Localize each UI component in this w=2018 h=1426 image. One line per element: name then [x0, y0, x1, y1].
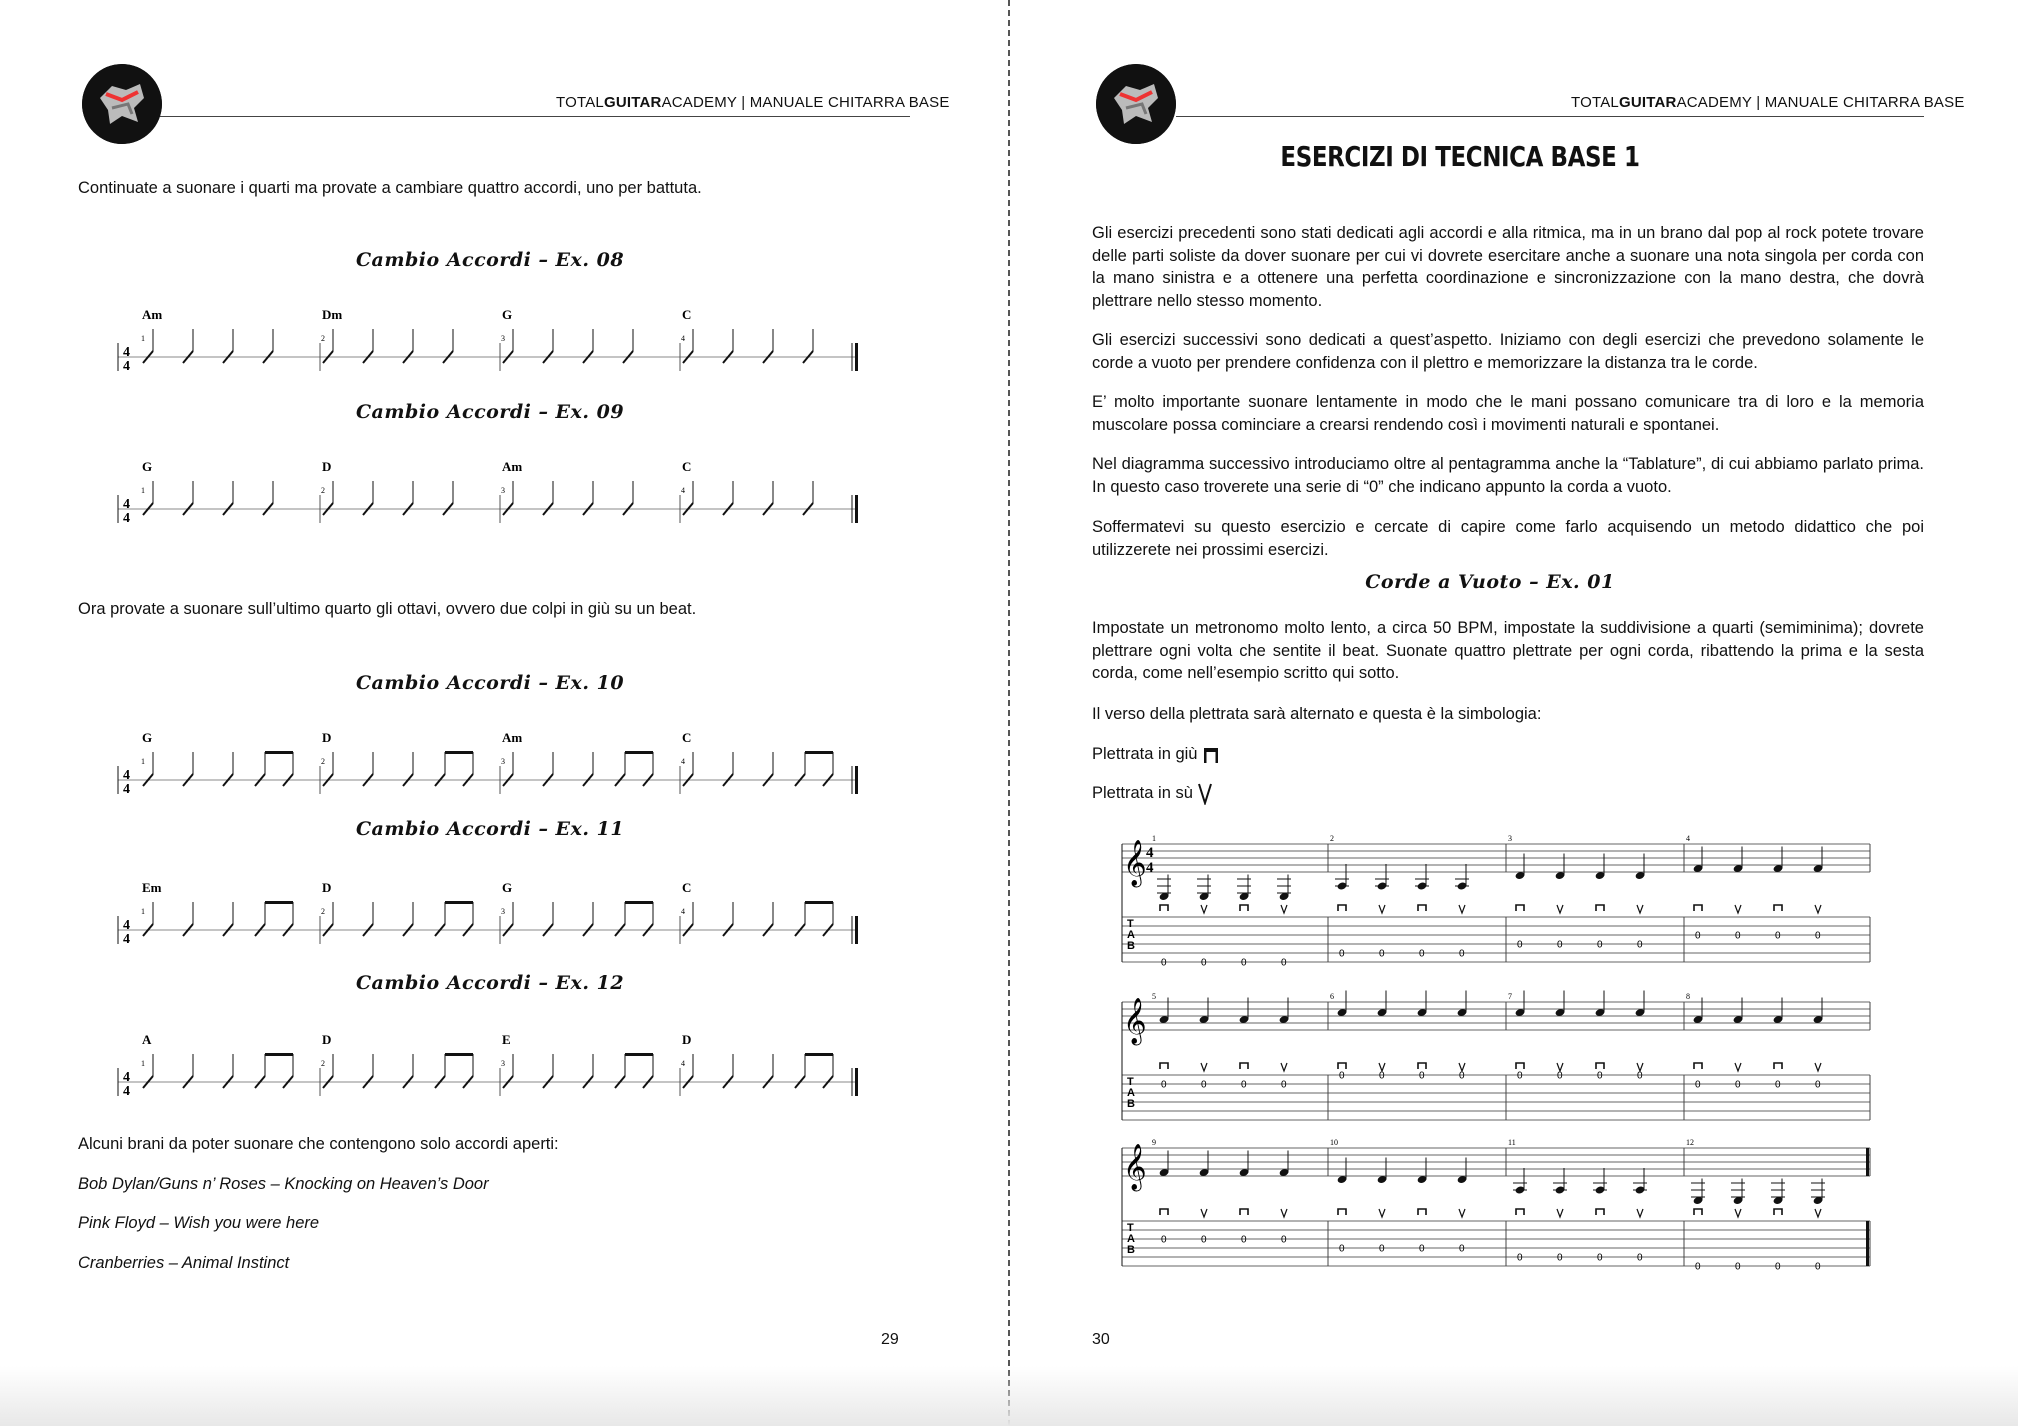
measure-number: 2 — [321, 757, 325, 766]
tab-fret: 0 — [1735, 930, 1741, 942]
tab-fret: 0 — [1379, 948, 1385, 960]
eighth-beam — [445, 1053, 473, 1056]
tab-fret: 0 — [1161, 1234, 1167, 1246]
tab-fret: 0 — [1775, 1261, 1781, 1273]
exercise-title-12: Cambio Accordi – Ex. 12 — [355, 972, 625, 994]
metronome-paragraph: Impostate un metronomo molto lento, a circa 50 BPM, impostate la suddivisione a quarti (semiminima); dovrete plettrare ogni volta che sentite il beat. Suonate quattro plettrate per ogni corda, ribattendo la prima e la sesta corda, come nell’esempio scritto qui sotto. — [1092, 619, 1924, 682]
time-signature-top: 4 — [1146, 845, 1154, 861]
upstroke-icon — [1379, 905, 1385, 913]
chord-name: D — [322, 880, 332, 895]
bottom-shadow — [0, 1366, 2018, 1426]
time-signature-bottom: 4 — [123, 1084, 130, 1099]
measure-number: 2 — [321, 907, 325, 916]
tab-fret: 0 — [1815, 1261, 1821, 1273]
tab-fret: 0 — [1201, 1234, 1207, 1246]
tab-fret: 0 — [1379, 1070, 1385, 1082]
upstroke-icon — [1637, 1209, 1643, 1217]
measure-number: 4 — [681, 486, 685, 495]
measure-number: 3 — [501, 1059, 505, 1068]
tab-fret: 0 — [1201, 957, 1207, 969]
measure-number: 5 — [1152, 992, 1156, 1001]
measure-number: 2 — [1330, 834, 1334, 843]
tab-letter: B — [1127, 1244, 1135, 1256]
tab-fret: 0 — [1517, 939, 1523, 951]
measure-number: 1 — [141, 907, 145, 916]
measure-number: 11 — [1508, 1138, 1516, 1147]
measure-number: 6 — [1330, 992, 1334, 1001]
header-separator: | — [1751, 94, 1765, 111]
tab-fret: 0 — [1459, 1243, 1465, 1255]
left-page — [0, 0, 1000, 1426]
downstroke-icon — [1774, 1209, 1782, 1215]
tab-fret: 0 — [1557, 1252, 1563, 1264]
eighth-beam — [625, 751, 653, 754]
rhythm-stave-11 — [110, 878, 870, 948]
tab-fret: 0 — [1161, 957, 1167, 969]
tab-letter: T — [1127, 1222, 1134, 1234]
chord-name: Am — [502, 730, 523, 745]
downstroke-icon — [1418, 1063, 1426, 1069]
chord-name: G — [142, 459, 153, 474]
manual-title: MANUALE CHITARRA BASE — [749, 94, 950, 111]
tab-letter: T — [1127, 918, 1134, 930]
eighth-beam — [805, 1053, 833, 1056]
upstroke-icon — [1281, 1209, 1287, 1217]
tab-fret: 0 — [1161, 1079, 1167, 1091]
upstroke-icon — [1735, 1063, 1741, 1071]
time-signature-bottom: 4 — [1146, 860, 1154, 876]
tab-fret: 0 — [1241, 1234, 1247, 1246]
tab-fret: 0 — [1459, 1070, 1465, 1082]
measure-number: 2 — [321, 334, 325, 343]
eighths-text: Ora provate a suonare sull’ultimo quarto gli ottavi, ovvero due colpi in giù su un beat. — [78, 600, 697, 618]
chord-name: G — [502, 880, 513, 895]
tab-fret: 0 — [1775, 930, 1781, 942]
end-bar-thick — [855, 766, 858, 794]
time-signature-top: 4 — [123, 1070, 130, 1085]
right-page — [1010, 0, 2010, 1426]
intro-text: Continuate a suonare i quarti ma provate a cambiare quattro accordi, uno per battuta. — [78, 179, 702, 197]
downstroke-icon — [1516, 1063, 1524, 1069]
chord-name: D — [322, 459, 332, 474]
brand-prefix: TOTAL — [556, 94, 604, 111]
eighth-beam — [625, 1053, 653, 1056]
final-bar — [1866, 1148, 1869, 1176]
chord-name: D — [682, 1032, 692, 1047]
verse-text: Il verso della plettrata sarà alternato e questa è la simbologia: — [1092, 705, 1542, 723]
downstroke-icon — [1694, 1209, 1702, 1215]
time-signature-bottom: 4 — [123, 511, 130, 526]
tab-letter: A — [1127, 1087, 1135, 1099]
tab-fret: 0 — [1735, 1261, 1741, 1273]
upstroke-icon — [1735, 1209, 1741, 1217]
measure-number: 4 — [681, 907, 685, 916]
page-header — [556, 94, 950, 111]
upstroke-icon — [1459, 1209, 1465, 1217]
tab-fret: 0 — [1339, 948, 1345, 960]
tab-fret: 0 — [1637, 1070, 1643, 1082]
end-bar-thick — [855, 1068, 858, 1096]
downstroke-icon — [1338, 905, 1346, 911]
chord-name: A — [142, 1032, 152, 1047]
tab-fret: 0 — [1281, 1234, 1287, 1246]
upstroke-icon — [1637, 905, 1643, 913]
upstroke-icon — [1557, 1209, 1563, 1217]
chord-name: E — [502, 1032, 511, 1047]
downstroke-icon — [1516, 905, 1524, 911]
downstroke-icon — [1160, 1063, 1168, 1069]
downstroke-label: Plettrata in giù — [1092, 745, 1198, 763]
downstroke-icon — [1418, 905, 1426, 911]
eighth-beam — [805, 751, 833, 754]
rhythm-stave-09 — [110, 457, 870, 527]
downstroke-legend — [1092, 743, 1220, 766]
tab-letter: A — [1127, 1233, 1135, 1245]
upstroke-icon — [1197, 783, 1213, 805]
upstroke-icon — [1735, 905, 1741, 913]
chord-name: C — [682, 307, 692, 322]
rhythm-stave-08 — [110, 305, 870, 375]
tab-fret: 0 — [1459, 948, 1465, 960]
downstroke-icon — [1694, 905, 1702, 911]
measure-number: 1 — [141, 1059, 145, 1068]
tab-fret: 0 — [1637, 1252, 1643, 1264]
tab-fret: 0 — [1695, 1079, 1701, 1091]
measure-number: 3 — [501, 334, 505, 343]
time-signature-bottom: 4 — [123, 359, 130, 374]
tab-letter: A — [1127, 929, 1135, 941]
chord-name: Dm — [322, 307, 343, 322]
treble-clef: 𝄞 — [1123, 998, 1147, 1044]
tab-fret: 0 — [1695, 1261, 1701, 1273]
upstroke-icon — [1557, 905, 1563, 913]
measure-number: 8 — [1686, 992, 1690, 1001]
downstroke-icon — [1160, 1209, 1168, 1215]
measure-number: 4 — [681, 1059, 685, 1068]
exercise-title-09: Cambio Accordi – Ex. 09 — [355, 401, 625, 423]
tab-fret: 0 — [1735, 1079, 1741, 1091]
upstroke-icon — [1201, 1063, 1207, 1071]
page-number: 30 — [1092, 1331, 1110, 1348]
body-paragraph: Gli esercizi precedenti sono stati dedicati agli accordi e alla ritmica, ma in un brano dal pop al rock potete trovare delle parti soliste da dover suonare per cui vi dovrete esercitare anche a suonare una nota singola per corda con la mano sinistra e a ottenere una perfetta coordinazione e sincronizzazione con la mano destra, che dovrà plettrare nello stesso momento. — [1092, 224, 1924, 310]
downstroke-icon — [1338, 1209, 1346, 1215]
measure-number: 10 — [1330, 1138, 1338, 1147]
tab-fret: 0 — [1815, 930, 1821, 942]
tab-fret: 0 — [1241, 957, 1247, 969]
downstroke-icon — [1774, 1063, 1782, 1069]
measure-number: 3 — [501, 757, 505, 766]
song-item: Cranberries – Animal Instinct — [78, 1254, 290, 1272]
page-number: 29 — [881, 1331, 899, 1348]
song-item: Pink Floyd – Wish you were here — [78, 1214, 320, 1232]
upstroke-icon — [1815, 1209, 1821, 1217]
time-signature-top: 4 — [123, 345, 130, 360]
tab-fret: 0 — [1695, 930, 1701, 942]
eighth-beam — [265, 1053, 293, 1056]
tab-letter: B — [1127, 1098, 1135, 1110]
tab-fret: 0 — [1281, 957, 1287, 969]
upstroke-icon — [1459, 905, 1465, 913]
measure-number: 3 — [1508, 834, 1512, 843]
downstroke-icon — [1240, 1209, 1248, 1215]
brand-prefix: TOTAL — [1571, 94, 1619, 111]
chord-name: D — [322, 730, 332, 745]
tab-fret: 0 — [1419, 1070, 1425, 1082]
exercise-title-10: Cambio Accordi – Ex. 10 — [355, 672, 625, 694]
upstroke-icon — [1815, 1063, 1821, 1071]
measure-number: 12 — [1686, 1138, 1694, 1147]
end-bar-thick — [855, 343, 858, 371]
downstroke-icon — [1160, 905, 1168, 911]
tab-fret: 0 — [1775, 1079, 1781, 1091]
tab-fret: 0 — [1815, 1079, 1821, 1091]
header-rule — [160, 116, 910, 117]
chord-name: G — [142, 730, 153, 745]
measure-number: 1 — [141, 334, 145, 343]
tab-fret: 0 — [1281, 1079, 1287, 1091]
section-title: ESERCIZI DI TECNICA BASE 1 — [1280, 140, 1640, 173]
tab-system-3 — [1120, 1136, 1900, 1271]
tab-letter: B — [1127, 940, 1135, 952]
brand-bold: GUITAR — [1618, 94, 1677, 111]
song-item: Bob Dylan/Guns n’ Roses – Knocking on Heaven’s Door — [78, 1175, 489, 1193]
tab-fret: 0 — [1419, 948, 1425, 960]
treble-clef: 𝄞 — [1123, 840, 1147, 886]
tab-fret: 0 — [1517, 1070, 1523, 1082]
upstroke-icon — [1201, 905, 1207, 913]
tab-fret: 0 — [1597, 939, 1603, 951]
measure-number: 7 — [1508, 992, 1512, 1001]
upstroke-icon — [1379, 1209, 1385, 1217]
tab-fret: 0 — [1419, 1243, 1425, 1255]
exercise-title: Corde a Vuoto – Ex. 01 — [1365, 571, 1615, 593]
header-separator: | — [736, 94, 750, 111]
brand-suffix: ACADEMY — [1676, 94, 1752, 111]
eighth-beam — [265, 901, 293, 904]
measure-number: 4 — [681, 757, 685, 766]
manual-title: MANUALE CHITARRA BASE — [1764, 94, 1965, 111]
eighth-beam — [625, 901, 653, 904]
rhythm-stave-10 — [110, 728, 870, 798]
upstroke-legend — [1092, 782, 1213, 805]
eighth-beam — [445, 751, 473, 754]
rhythm-stave-12 — [110, 1030, 870, 1100]
downstroke-icon — [1202, 745, 1220, 765]
upstroke-icon — [1201, 1209, 1207, 1217]
measure-number: 1 — [141, 757, 145, 766]
chord-name: G — [502, 307, 513, 322]
upstroke-icon — [1815, 905, 1821, 913]
chord-name: C — [682, 459, 692, 474]
chord-name: Am — [502, 459, 523, 474]
tab-system-1 — [1120, 832, 1900, 967]
body-paragraph: Gli esercizi successivi sono dedicati a quest’aspetto. Iniziamo con degli esercizi che prevedono solamente le corde a vuoto per prendere confidenza con il plettro e memorizzare la distanza tra le corde. — [1092, 331, 1924, 372]
body-paragraph: Nel diagramma successivo introduciamo oltre al pentagramma anche la “Tablature”, di cui abbiamo parlato prima. In questo caso troverete una serie di “0” che indicano appunto la corda a vuoto. — [1092, 455, 1924, 496]
tab-fret: 0 — [1637, 939, 1643, 951]
academy-logo — [82, 64, 162, 144]
tab-fret: 0 — [1517, 1252, 1523, 1264]
tab-fret: 0 — [1339, 1243, 1345, 1255]
upstroke-icon — [1281, 1063, 1287, 1071]
body-paragraph: E’ molto importante suonare lentamente in modo che le mani possano comunicare tra di loro e la memoria muscolare possa cominciare a crearsi rendendo così i movimenti naturali e spontanei. — [1092, 393, 1924, 434]
brand-bold: GUITAR — [603, 94, 662, 111]
downstroke-icon — [1774, 905, 1782, 911]
downstroke-icon — [1240, 905, 1248, 911]
downstroke-icon — [1338, 1063, 1346, 1069]
measure-number: 3 — [501, 486, 505, 495]
downstroke-icon — [1694, 1063, 1702, 1069]
treble-clef: 𝄞 — [1123, 1144, 1147, 1190]
tab-final-bar — [1866, 1221, 1869, 1266]
measure-number: 4 — [1686, 834, 1690, 843]
page-header — [1571, 94, 1965, 111]
tab-fret: 0 — [1241, 1079, 1247, 1091]
chord-name: C — [682, 880, 692, 895]
upstroke-icon — [1281, 905, 1287, 913]
time-signature-top: 4 — [123, 768, 130, 783]
time-signature-top: 4 — [123, 497, 130, 512]
measure-number: 1 — [1152, 834, 1156, 843]
songs-intro: Alcuni brani da poter suonare che contengono solo accordi aperti: — [78, 1135, 559, 1153]
downstroke-icon — [1240, 1063, 1248, 1069]
academy-logo — [1096, 64, 1176, 144]
eighth-beam — [805, 901, 833, 904]
upstroke-label: Plettrata in sù — [1092, 784, 1193, 802]
chord-name: D — [322, 1032, 332, 1047]
measure-number: 3 — [501, 907, 505, 916]
chord-name: C — [682, 730, 692, 745]
tab-fret: 0 — [1379, 1243, 1385, 1255]
time-signature-bottom: 4 — [123, 932, 130, 947]
tab-fret: 0 — [1339, 1070, 1345, 1082]
tab-fret: 0 — [1557, 939, 1563, 951]
downstroke-icon — [1516, 1209, 1524, 1215]
chord-name: Am — [142, 307, 163, 322]
measure-number: 2 — [321, 486, 325, 495]
tab-fret: 0 — [1597, 1070, 1603, 1082]
time-signature-bottom: 4 — [123, 782, 130, 797]
exercise-title-11: Cambio Accordi – Ex. 11 — [355, 818, 625, 840]
brand-suffix: ACADEMY — [661, 94, 737, 111]
end-bar-thick — [855, 916, 858, 944]
exercise-title-08: Cambio Accordi – Ex. 08 — [355, 249, 625, 271]
tab-fret: 0 — [1201, 1079, 1207, 1091]
body-paragraph: Soffermatevi su questo esercizio e cercate di capire come farlo acquisendo un metodo didattico che poi utilizzerete nei prossimi esercizi. — [1092, 518, 1924, 559]
eighth-beam — [265, 751, 293, 754]
downstroke-icon — [1596, 905, 1604, 911]
chord-name: Em — [142, 880, 162, 895]
measure-number: 2 — [321, 1059, 325, 1068]
eighth-beam — [445, 901, 473, 904]
downstroke-icon — [1596, 1063, 1604, 1069]
tab-system-2 — [1120, 990, 1900, 1125]
end-bar-thick — [855, 495, 858, 523]
header-rule — [1176, 116, 1924, 117]
measure-number: 9 — [1152, 1138, 1156, 1147]
measure-number: 1 — [141, 486, 145, 495]
measure-number: 4 — [681, 334, 685, 343]
time-signature-top: 4 — [123, 918, 130, 933]
downstroke-icon — [1418, 1209, 1426, 1215]
tab-fret: 0 — [1557, 1070, 1563, 1082]
tab-fret: 0 — [1597, 1252, 1603, 1264]
downstroke-icon — [1596, 1209, 1604, 1215]
tab-letter: T — [1127, 1076, 1134, 1088]
